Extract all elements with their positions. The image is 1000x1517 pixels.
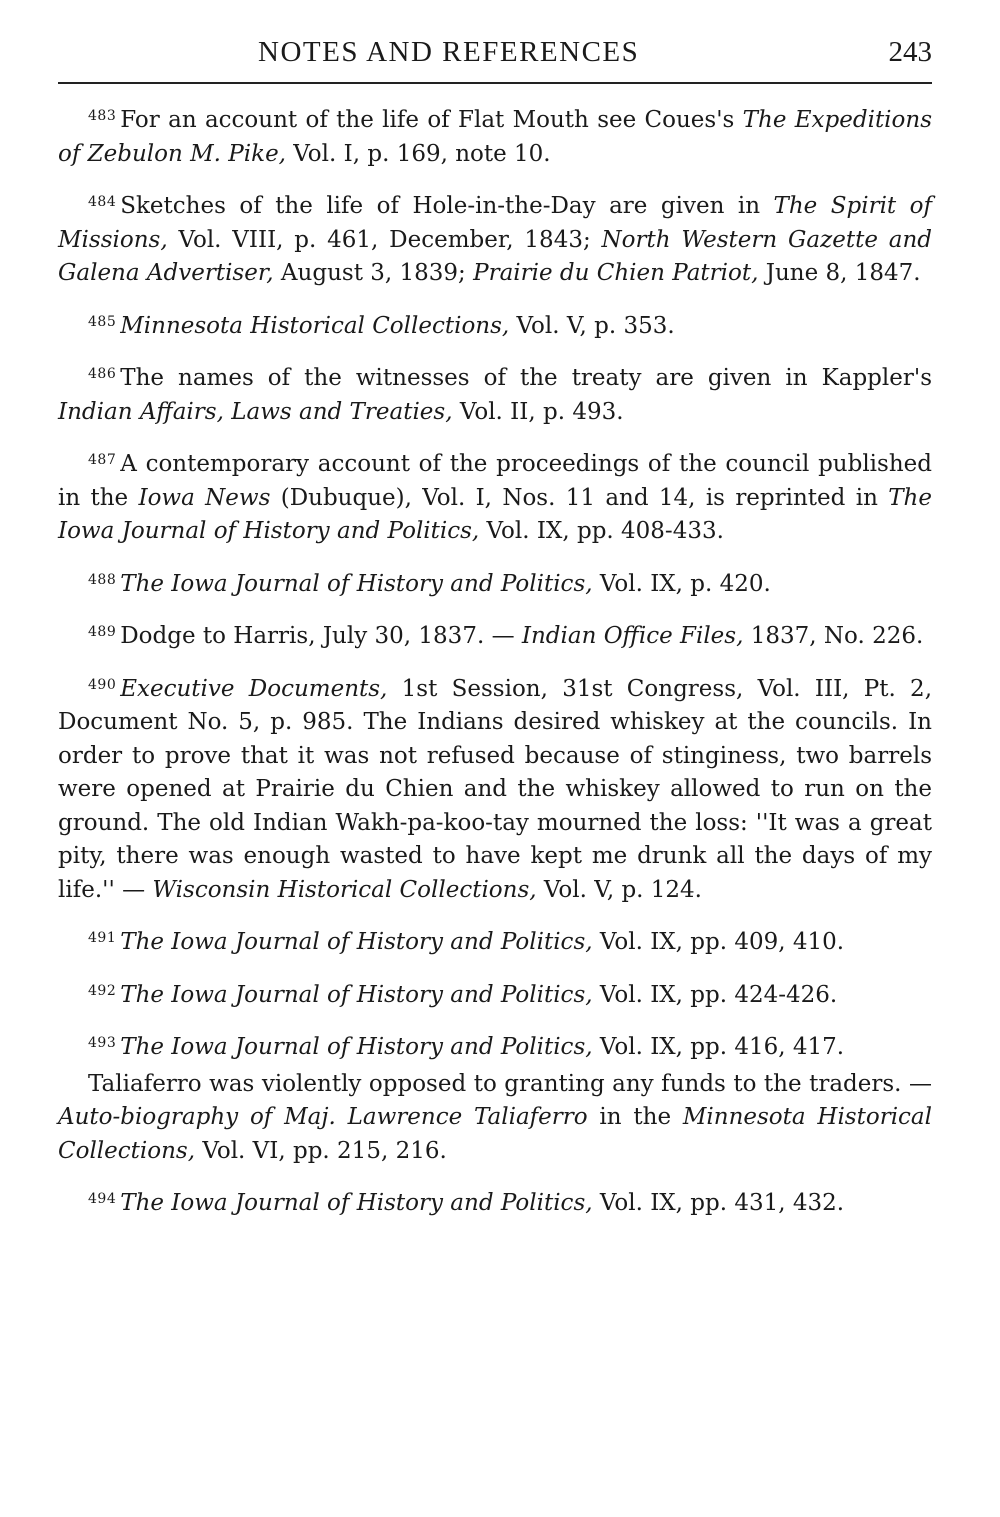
italic-title: The Expeditions of Zebulon M. Pike, <box>58 107 932 167</box>
italic-title: Minnesota Historical Collections, <box>58 1104 933 1164</box>
note-text: Vol. V, p. 124. <box>536 876 702 903</box>
footnote-486 <box>58 358 932 429</box>
note-text: Sketches of the life of Hole-in-the-Day are given in <box>120 193 774 219</box>
note-text: 1st Session, 31st Congress, Vol. III, Pt. 2, Document No. 5, p. 985. The Indians desired whiskey at the councils. In order to prove that it was not refused because of stinginess, two barrels were opened at Prairie du Chien and the whiskey allowed to run on the ground. The old Indian Wakh-pa-koo-tay mourned the loss: ''It was a great pity, there was enough wasted to have kept me drunk all the days of my life.'' — <box>58 675 933 903</box>
note-text: 1837, No. 226. <box>743 623 924 649</box>
italic-title: Iowa News <box>138 484 271 511</box>
footnote-485 <box>58 306 932 344</box>
note-text: Taliaferro was violently opposed to granting any funds to the traders. — <box>88 1070 932 1097</box>
footnote-493-continuation <box>58 1068 932 1169</box>
note-text: Vol. I, p. 169, note 10. <box>286 140 551 167</box>
note-text: Vol. II, p. 493. <box>452 398 624 425</box>
note-text: (Dubuque), Vol. I, Nos. 11 and 14, is reprinted in <box>270 484 889 511</box>
note-text: The names of the witnesses of the treaty are given in Kappler's <box>120 365 932 391</box>
note-text: in the <box>587 1104 683 1130</box>
note-text: Vol. IX, pp. 416, 417. <box>592 1034 845 1060</box>
footnote-number: 484 <box>88 194 117 210</box>
note-text: Vol. IX, pp. 409, 410. <box>592 929 845 955</box>
italic-title: Minnesota Historical Collections, <box>120 312 510 339</box>
footnote-483 <box>58 100 932 171</box>
italic-title: The Spirit of Missions, <box>58 193 932 253</box>
note-text: Vol. IX, pp. 431, 432. <box>592 1190 845 1216</box>
footnote-491 <box>58 922 932 960</box>
italic-title: North Western Gazette and Galena Advertiser, <box>58 226 932 286</box>
note-text: Vol. IX, p. 420. <box>592 570 771 597</box>
page <box>58 30 932 1236</box>
footnote-number: 487 <box>88 452 117 468</box>
note-text: Vol. VIII, p. 461, December, 1843; <box>167 226 602 253</box>
footnote-number: 485 <box>88 313 117 330</box>
footnote-number: 486 <box>88 366 117 382</box>
page-header <box>58 30 932 84</box>
note-text: June 8, 1847. <box>758 260 921 286</box>
note-text: August 3, 1839; <box>273 260 474 286</box>
notes-list <box>58 100 932 1221</box>
note-text: Dodge to Harris, July 30, 1837. — <box>120 623 522 649</box>
footnote-number: 491 <box>88 930 117 946</box>
note-text: Vol. IX, pp. 424-426. <box>592 981 838 1008</box>
note-text: For an account of the life of Flat Mouth see Coues's <box>120 107 743 133</box>
footnote-number: 483 <box>88 108 117 124</box>
italic-title: The Iowa Journal of History and Politics, <box>120 929 593 955</box>
italic-title: The Iowa Journal of History and Politics, <box>120 1034 593 1060</box>
italic-title: Prairie du Chien Patriot, <box>473 260 759 286</box>
footnote-number: 488 <box>88 571 117 588</box>
italic-title: Executive Documents, <box>120 675 388 702</box>
italic-title: Indian Affairs, Laws and Treaties, <box>58 398 453 425</box>
note-text: Vol. IX, pp. 408-433. <box>479 518 724 544</box>
footnote-number: 493 <box>88 1035 117 1051</box>
footnote-492 <box>58 975 932 1013</box>
footnote-number: 489 <box>88 624 117 640</box>
italic-title: The Iowa Journal of History and Politics, <box>120 570 593 597</box>
italic-title: The Iowa Journal of History and Politics, <box>58 484 932 544</box>
footnote-number: 492 <box>88 982 117 999</box>
page-number: 243 <box>888 36 932 68</box>
footnote-484 <box>58 186 932 291</box>
note-text: A contemporary account of the proceedings of the council published in the <box>58 451 932 511</box>
italic-title: Wisconsin Historical Collections, <box>152 876 537 903</box>
italic-title: Auto-biography of Maj. Lawrence Taliaferro <box>58 1104 588 1130</box>
footnote-493 <box>58 1027 932 1065</box>
footnote-number: 490 <box>88 676 117 693</box>
note-text: Vol. V, p. 353. <box>509 312 675 339</box>
footnote-494 <box>58 1183 932 1221</box>
footnote-488 <box>58 564 932 602</box>
running-head: NOTES AND REFERENCES <box>258 36 640 68</box>
italic-title: The Iowa Journal of History and Politics, <box>120 1190 593 1216</box>
footnote-489 <box>58 616 932 654</box>
footnote-487 <box>58 444 932 549</box>
italic-title: The Iowa Journal of History and Politics, <box>120 981 593 1008</box>
italic-title: Indian Office Files, <box>521 623 744 649</box>
footnote-number: 494 <box>88 1191 117 1207</box>
footnote-490 <box>58 669 932 908</box>
note-text: Vol. VI, pp. 215, 216. <box>195 1137 447 1164</box>
